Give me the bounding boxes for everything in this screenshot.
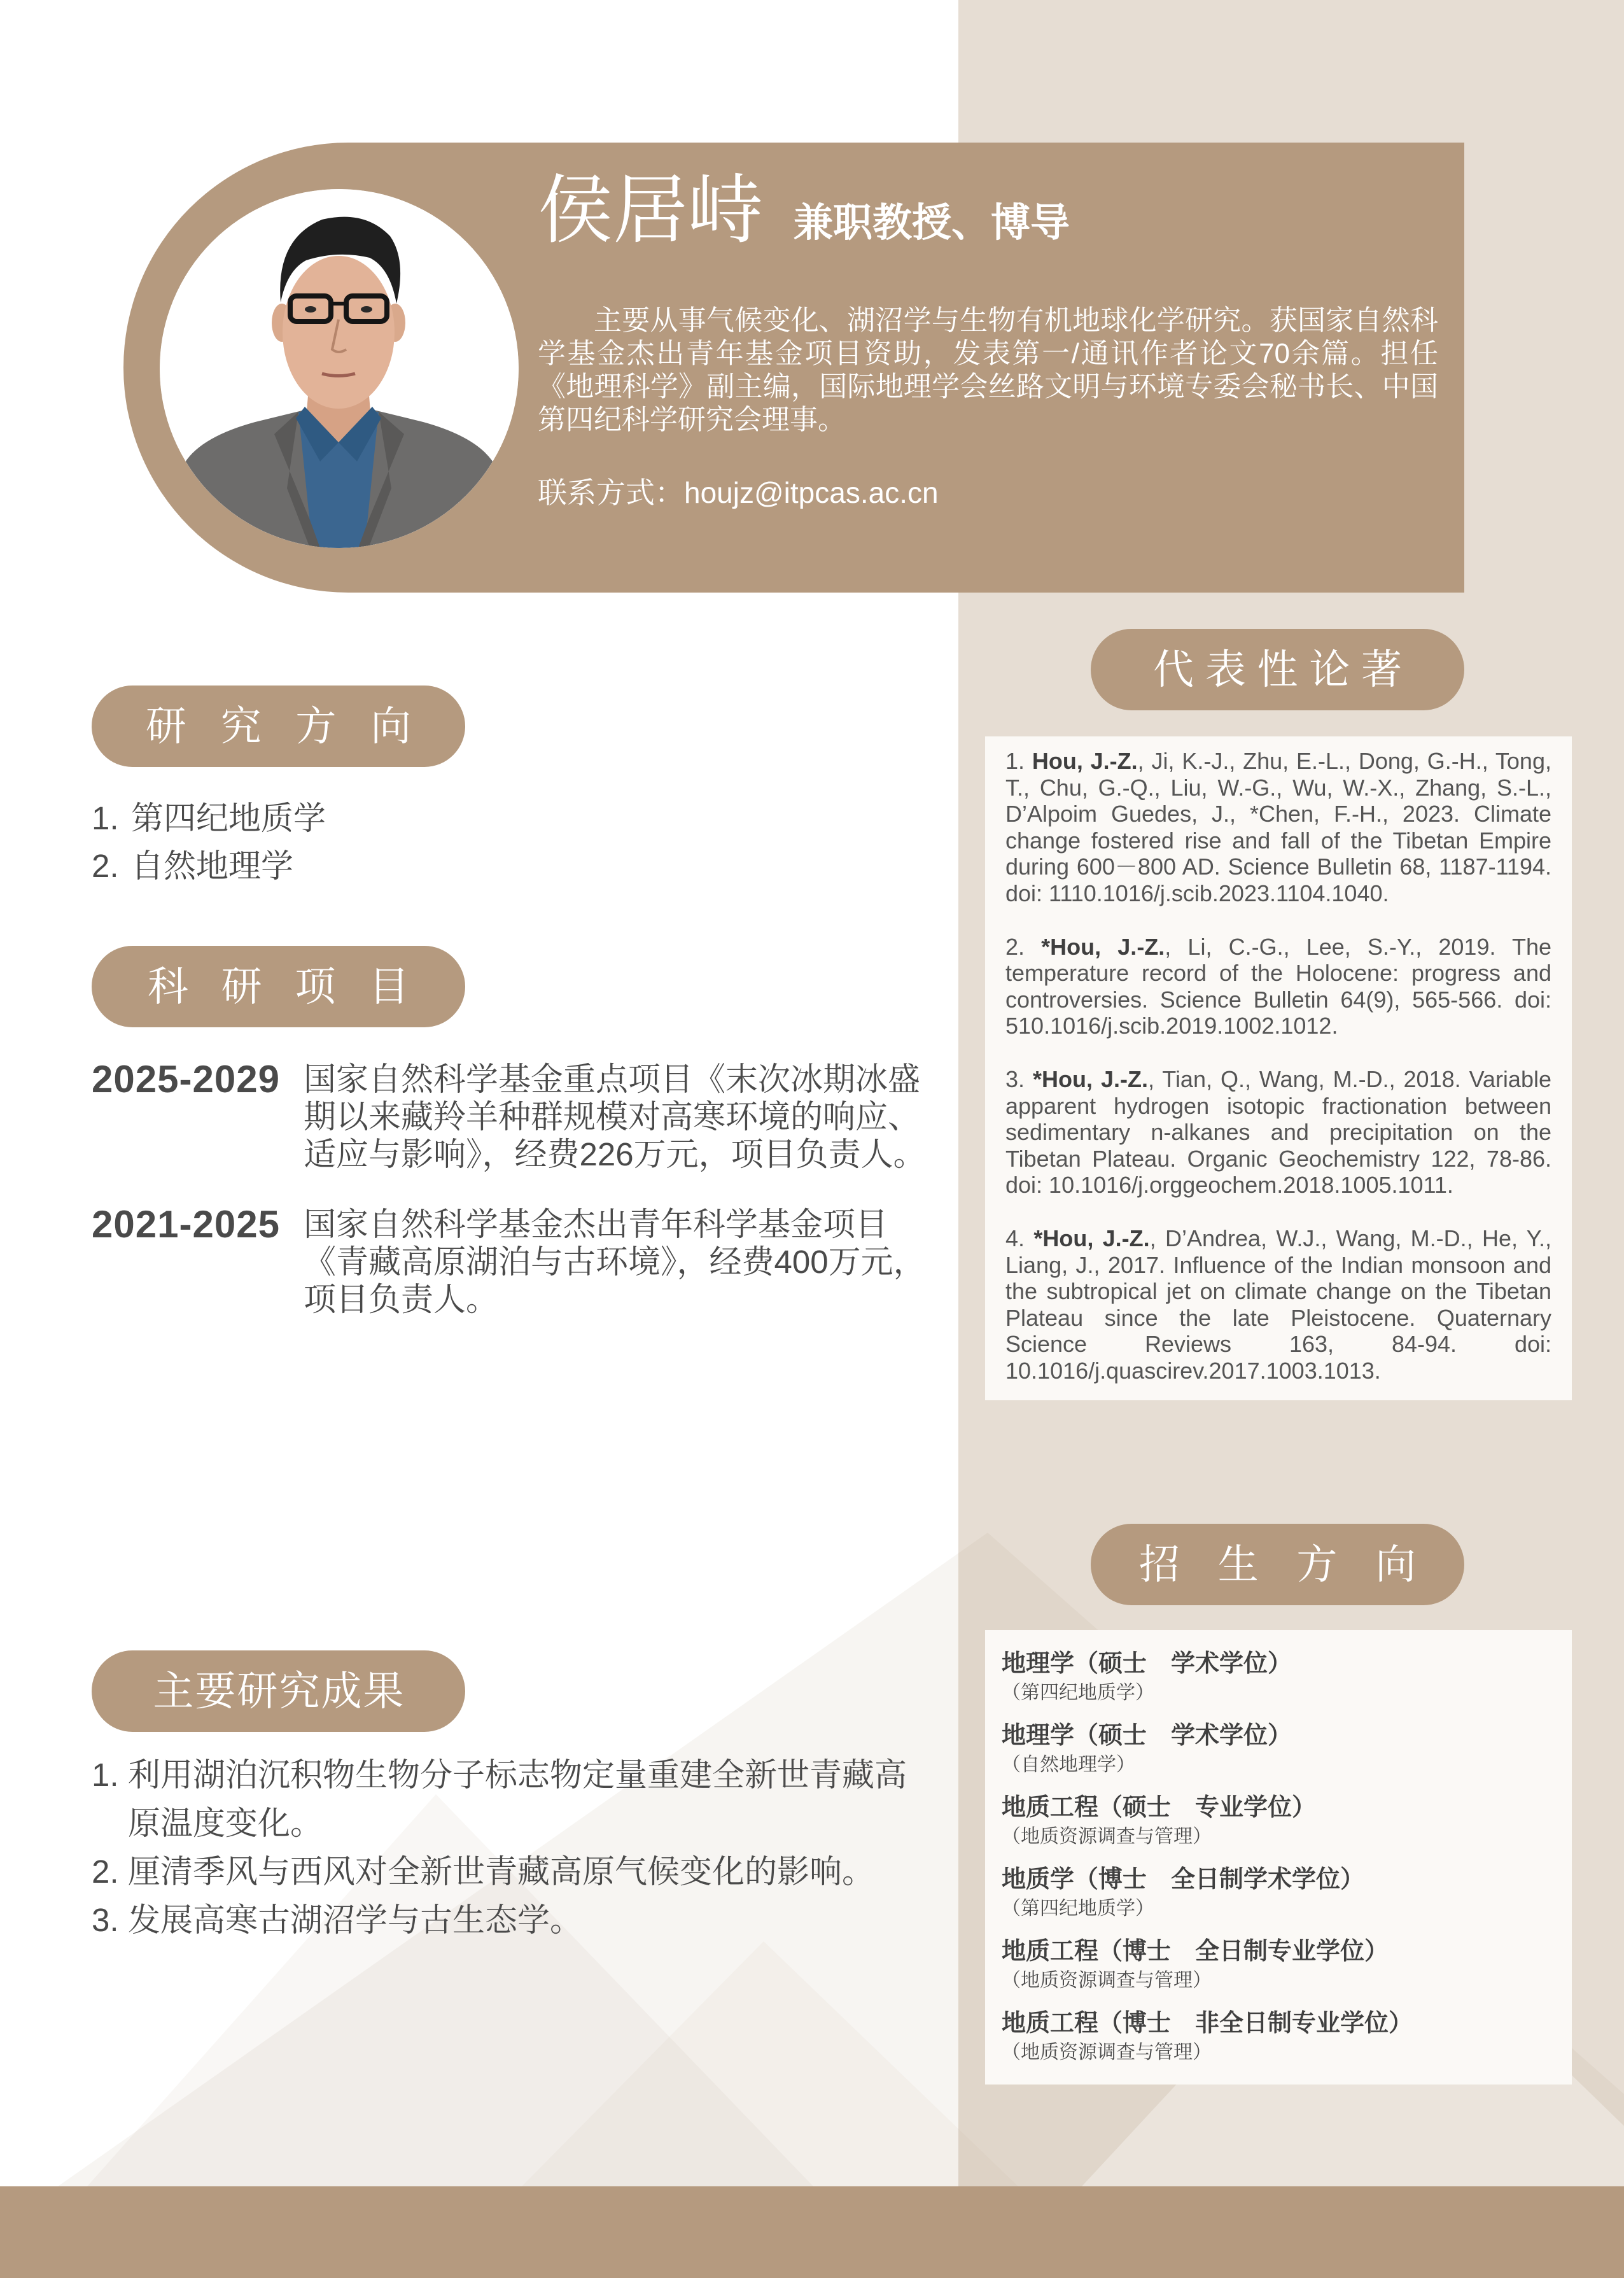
list-text: 自然地理学 <box>131 848 294 884</box>
list-item <box>92 1848 925 1896</box>
research-directions-list <box>92 794 326 890</box>
section-heading-achievements: 主要研究成果 <box>92 1650 465 1732</box>
publication-number: 2. <box>1005 933 1025 960</box>
list-number: 3. <box>92 1902 119 1938</box>
admission-field: （地质资源调查与管理） <box>1002 1826 1212 1847</box>
section-heading-admissions: 招 生 方 向 <box>1091 1524 1464 1605</box>
publication-number: 3. <box>1005 1065 1025 1092</box>
project-description: 国家自然科学基金杰出青年科学基金项目《青藏高原湖泊与古环境》，经费400万元，项目负责人。 <box>304 1206 926 1318</box>
contact-line <box>538 475 939 510</box>
list-number: 1. <box>92 1757 119 1793</box>
publication-citation: , D’Andrea, W.J., Wang, M.-D., He, Y., Liang, J., 2017. Influence of the Indian monsoon and the subtropical jet on climate change on the Tibetan Plateau since the late Pleistocene. Quaternary Science Reviews 163, 84-94. doi: 10.1016/j.quascirev.2017.1003.1013. <box>1005 1225 1552 1384</box>
list-item <box>92 794 326 842</box>
admission-item <box>1002 1936 1555 1995</box>
list-item <box>92 1896 925 1944</box>
eye-right <box>361 306 372 313</box>
admission-item <box>1002 1792 1555 1851</box>
admission-program: 地质工程（博士 全日制专业学位） <box>1002 1938 1389 1965</box>
publication-lead-author: *Hou, J.-Z. <box>1033 1065 1148 1092</box>
footer-band <box>0 2186 1624 2278</box>
list-number: 2. <box>92 1853 119 1890</box>
portrait-illustration <box>160 189 519 548</box>
profile-photo <box>160 189 519 548</box>
face <box>283 256 395 409</box>
list-number: 1. <box>92 800 119 836</box>
publication-citation: , Tian, Q., Wang, M.-D., 2018. Variable apparent hydrogen isotopic fractionation between sedimentary n-alkanes and precipitation on the Tibetan Plateau. Organic Geochemistry 122, 78-86. doi: 10.1016/j.orggeochem.2018.1005.1011. <box>1005 1065 1551 1199</box>
eye-left <box>305 306 316 313</box>
publication-item <box>1005 934 1551 1039</box>
publication-number: 1. <box>1005 748 1025 774</box>
admission-field: （第四纪地质学） <box>1002 1898 1154 1919</box>
publication-item <box>1005 1225 1551 1384</box>
admission-program: 地质学（博士 全日制学术学位） <box>1002 1866 1365 1893</box>
admission-item <box>1002 2008 1555 2067</box>
admission-field: （自然地理学） <box>1002 1754 1135 1775</box>
contact-label: 联系方式： <box>538 476 684 509</box>
list-text: 第四纪地质学 <box>131 800 326 836</box>
project-item <box>92 1203 932 1318</box>
admissions-box <box>985 1630 1572 2085</box>
publications-box <box>985 736 1572 1400</box>
admission-field: （第四纪地质学） <box>1002 1682 1154 1703</box>
list-item <box>92 1751 925 1848</box>
publication-item <box>1005 748 1551 907</box>
section-heading-publications: 代 表 性 论 著 <box>1091 629 1464 710</box>
publication-lead-author: *Hou, J.-Z. <box>1033 1225 1150 1251</box>
admission-item <box>1002 1720 1555 1779</box>
project-item <box>92 1060 932 1173</box>
admission-program: 地质工程（博士 非全日制专业学位） <box>1002 2010 1413 2037</box>
project-years: 2021-2025 <box>92 1203 280 1246</box>
admission-item <box>1002 1649 1555 1707</box>
contact-email: houjz@itpcas.ac.cn <box>684 476 939 509</box>
list-item <box>92 842 326 890</box>
publication-lead-author: *Hou, J.-Z. <box>1041 933 1165 960</box>
project-description: 国家自然科学基金重点项目《末次冰期冰盛期以来藏羚羊种群规模对高寒环境的响应、适应与影响》，经费226万元，项目负责人。 <box>304 1061 926 1172</box>
list-text: 发展高寒古湖沼学与古生态学。 <box>128 1902 583 1938</box>
admission-field: （地质资源调查与管理） <box>1002 2042 1212 2063</box>
publication-number: 4. <box>1005 1225 1025 1251</box>
admission-program: 地质工程（硕士 专业学位） <box>1002 1794 1317 1821</box>
admission-program: 地理学（硕士 学术学位） <box>1002 1722 1292 1749</box>
admission-item <box>1002 1864 1555 1923</box>
project-years: 2025-2029 <box>92 1058 280 1100</box>
publication-lead-author: Hou, J.-Z. <box>1032 748 1138 774</box>
admission-field: （地质资源调查与管理） <box>1002 1970 1212 1991</box>
name-row <box>538 166 1070 255</box>
list-text: 利用湖泊沉积物生物分子标志物定量重建全新世青藏高原温度变化。 <box>128 1757 907 1841</box>
list-number: 2. <box>92 848 119 884</box>
person-title: 兼职教授、博导 <box>794 201 1070 245</box>
publication-item <box>1005 1066 1551 1199</box>
section-heading-projects: 科 研 项 目 <box>92 946 465 1027</box>
list-text: 厘清季风与西风对全新世青藏高原气候变化的影响。 <box>128 1853 875 1890</box>
bio-paragraph: 主要从事气候变化、湖沼学与生物有机地球化学研究。获国家自然科学基金杰出青年基金项目资助，发表第一/通讯作者论文70余篇。担任《地理科学》副主编，国际地理学会丝路文明与环境专委会秘书长、中国第四纪科学研究会理事。 <box>538 305 1438 435</box>
publication-citation: , Li, C.-G., Lee, S.-Y., 2019. The temperature record of the Holocene: progress and controversies. Science Bulletin 64(9), 565-566. doi: 510.1016/j.scib.2019.1002.1012. <box>1005 933 1551 1039</box>
publication-citation: , Ji, K.-J., Zhu, E.-L., Dong, G.-H., Tong, T., Chu, G.-Q., Liu, W.-G., Wu, W.-X., Zhang, S.-L., D’Alpoim Guedes, J., *Chen, F.-H., 2023. Climate change fostered rise and fall of the Tibetan Empire during 600－800 AD. Science Bulletin 68, 1187-1194. doi: 1110.1016/j.scib.2023.1104.1040. <box>1005 748 1551 906</box>
admission-program: 地理学（硕士 学术学位） <box>1002 1650 1292 1677</box>
achievements-list <box>92 1751 925 1944</box>
section-heading-research-directions: 研 究 方 向 <box>92 686 465 767</box>
person-name: 侯居峙 <box>538 169 764 253</box>
